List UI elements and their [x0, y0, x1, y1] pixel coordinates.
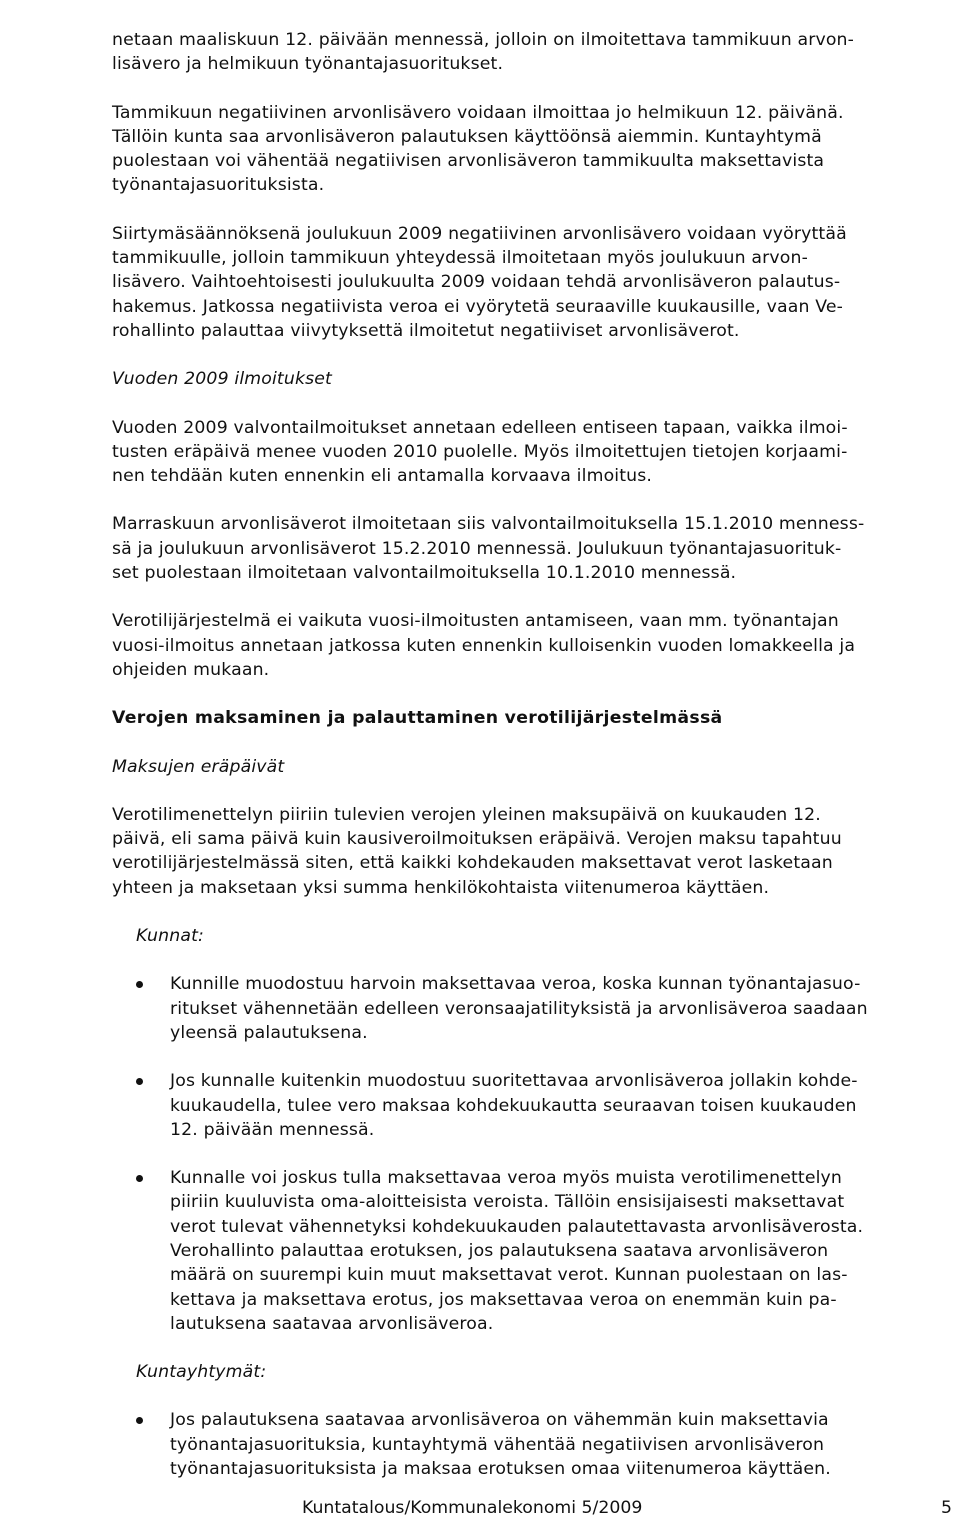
text-line: 12. päivään mennessä. [170, 1119, 375, 1140]
text-line: Marraskuun arvonlisäverot ilmoitetaan siis valvontailmoituksella 15.1.2010 menness- [112, 514, 865, 535]
text-line: ritukset vähennetään edelleen veronsaajatilityksistä ja arvonlisäveroa saadaan [170, 998, 868, 1019]
section-heading-tax-payment: Verojen maksaminen ja palauttaminen verotilijärjestelmässä [112, 708, 723, 729]
bullet-icon [136, 1175, 143, 1182]
list-item [112, 1069, 942, 1142]
text-line: työnantajasuorituksista. [112, 175, 325, 196]
paragraph-transition-rule [112, 222, 942, 343]
bullet-list-municipalities [112, 972, 942, 1336]
text-line: Tammikuun negatiivinen arvonlisävero voidaan ilmoittaa jo helmikuun 12. päivänä. [112, 102, 844, 123]
text-line: lautuksena saatavaa arvonlisäveroa. [170, 1313, 494, 1334]
list-item [112, 1408, 942, 1481]
text-line: yhteen ja maksetaan yksi summa henkilökohtaista viitenumeroa käyttäen. [112, 877, 770, 898]
text-line: puolestaan voi vähentää negatiivisen arvonlisäveron tammikuulta maksettavista [112, 151, 825, 172]
bullet-icon [136, 1417, 143, 1424]
document-page [112, 28, 942, 1505]
text-line: Verotilimenettelyn piiriin tulevien verojen yleinen maksupäivä on kuukauden 12. [112, 804, 821, 825]
text-line: netaan maaliskuun 12. päivään mennessä, jolloin on ilmoitettava tammikuun arvon- [112, 30, 855, 50]
group-label-municipalities: Kunnat: [136, 926, 204, 947]
text-line: kettava ja maksettava erotus, jos maksettavaa veroa on enemmän kuin pa- [170, 1289, 837, 1310]
paragraph-2009-notices [112, 416, 942, 489]
list-item [112, 1166, 942, 1336]
paragraph-payment-date [112, 803, 942, 900]
subheading-payment-due-dates: Maksujen eräpäivät [112, 756, 285, 777]
text-line: Jos kunnalle kuitenkin muodostuu suoritettavaa arvonlisäveroa jollakin kohde- [170, 1071, 858, 1092]
text-line: työnantajasuorituksia, kuntayhtymä vähentää negatiivisen arvonlisäveron [170, 1434, 825, 1455]
text-line: verot tulevat vähennetyksi kohdekuukauden palautettavasta arvonlisäverosta. [170, 1216, 864, 1237]
list-item [112, 972, 942, 1045]
text-line: päivä, eli sama päivä kuin kausiveroilmoituksen eräpäivä. Verojen maksu tapahtuu [112, 829, 842, 850]
bullet-icon [136, 1078, 143, 1085]
bullet-list-joint-authorities [112, 1408, 942, 1481]
text-line: Vuoden 2009 valvontailmoitukset annetaan edelleen entiseen tapaan, vaikka ilmoi- [112, 417, 848, 438]
text-line: rohallinto palauttaa viivytyksettä ilmoitetut negatiiviset arvonlisäverot. [112, 320, 740, 341]
text-line: Tällöin kunta saa arvonlisäveron palautuksen käyttöönsä aiemmin. Kuntayhtymä [112, 126, 822, 147]
paragraph-negative-vat-january [112, 101, 942, 198]
paragraph-notice-deadlines [112, 512, 942, 585]
text-line: tammikuulle, jolloin tammikuun yhteydessä ilmoitetaan myös joulukuun arvon- [112, 248, 808, 269]
text-line: hakemus. Jatkossa negatiivista veroa ei vyörytetä seuraaville kuukausille, vaan Ve- [112, 296, 843, 317]
text-line: Kunnille muodostuu harvoin maksettavaa veroa, koska kunnan työnantajasuo- [170, 974, 861, 995]
text-line: määrä on suurempi kuin muut maksettavat verot. Kunnan puolestaan on las- [170, 1265, 848, 1286]
text-line: verotilijärjestelmässä siten, että kaikki kohdekauden maksettavat verot lasketaan [112, 853, 833, 874]
text-line: Siirtymäsäännöksenä joulukuun 2009 negatiivinen arvonlisävero voidaan vyöryttää [112, 223, 847, 244]
paragraph-intro-continuation [112, 28, 942, 77]
text-line: vuosi-ilmoitus annetaan jatkossa kuten ennenkin kulloisenkin vuoden lomakkeella ja [112, 635, 856, 656]
text-line: nen tehdään kuten ennenkin eli antamalla korvaava ilmoitus. [112, 466, 653, 487]
group-label-joint-authorities: Kuntayhtymät: [136, 1362, 267, 1383]
footer-page-number: 5 [941, 1498, 952, 1518]
text-line: kuukaudella, tulee vero maksaa kohdekuukautta seuraavan toisen kuukauden [170, 1095, 857, 1116]
footer-publication-title: Kuntatalous/Kommunalekonomi 5/2009 [302, 1498, 643, 1518]
subheading-2009-notices: Vuoden 2009 ilmoitukset [112, 369, 332, 390]
text-line: tusten eräpäivä menee vuoden 2010 puolelle. Myös ilmoitettujen tietojen korjaami- [112, 441, 848, 462]
text-line: lisävero. Vaihtoehtoisesti joulukuulta 2009 voidaan tehdä arvonlisäveron palautus- [112, 272, 841, 293]
text-line: piiriin kuuluvista oma-aloitteisista veroista. Tällöin ensisijaisesti maksettavat [170, 1192, 845, 1213]
text-line: Jos palautuksena saatavaa arvonlisäveroa on vähemmän kuin maksettavia [170, 1410, 829, 1431]
paragraph-annual-notices [112, 609, 942, 682]
text-line: yleensä palautuksena. [170, 1022, 368, 1043]
text-line: Verohallinto palauttaa erotuksen, jos palautuksena saatava arvonlisäveron [170, 1240, 829, 1261]
text-line: Verotilijärjestelmä ei vaikuta vuosi-ilmoitusten antamiseen, vaan mm. työnantajan [112, 611, 839, 632]
bullet-icon [136, 981, 143, 988]
text-line: lisävero ja helmikuun työnantajasuoritukset. [112, 54, 504, 75]
text-line: työnantajasuorituksista ja maksaa erotuksen omaa viitenumeroa käyttäen. [170, 1459, 831, 1480]
text-line: sä ja joulukuun arvonlisäverot 15.2.2010 mennessä. Joulukuun työnantajasuorituk- [112, 538, 842, 559]
text-line: ohjeiden mukaan. [112, 659, 270, 680]
text-line: set puolestaan ilmoitetaan valvontailmoituksella 10.1.2010 mennessä. [112, 563, 737, 584]
text-line: Kunnalle voi joskus tulla maksettavaa veroa myös muista verotilimenettelyn [170, 1168, 843, 1189]
